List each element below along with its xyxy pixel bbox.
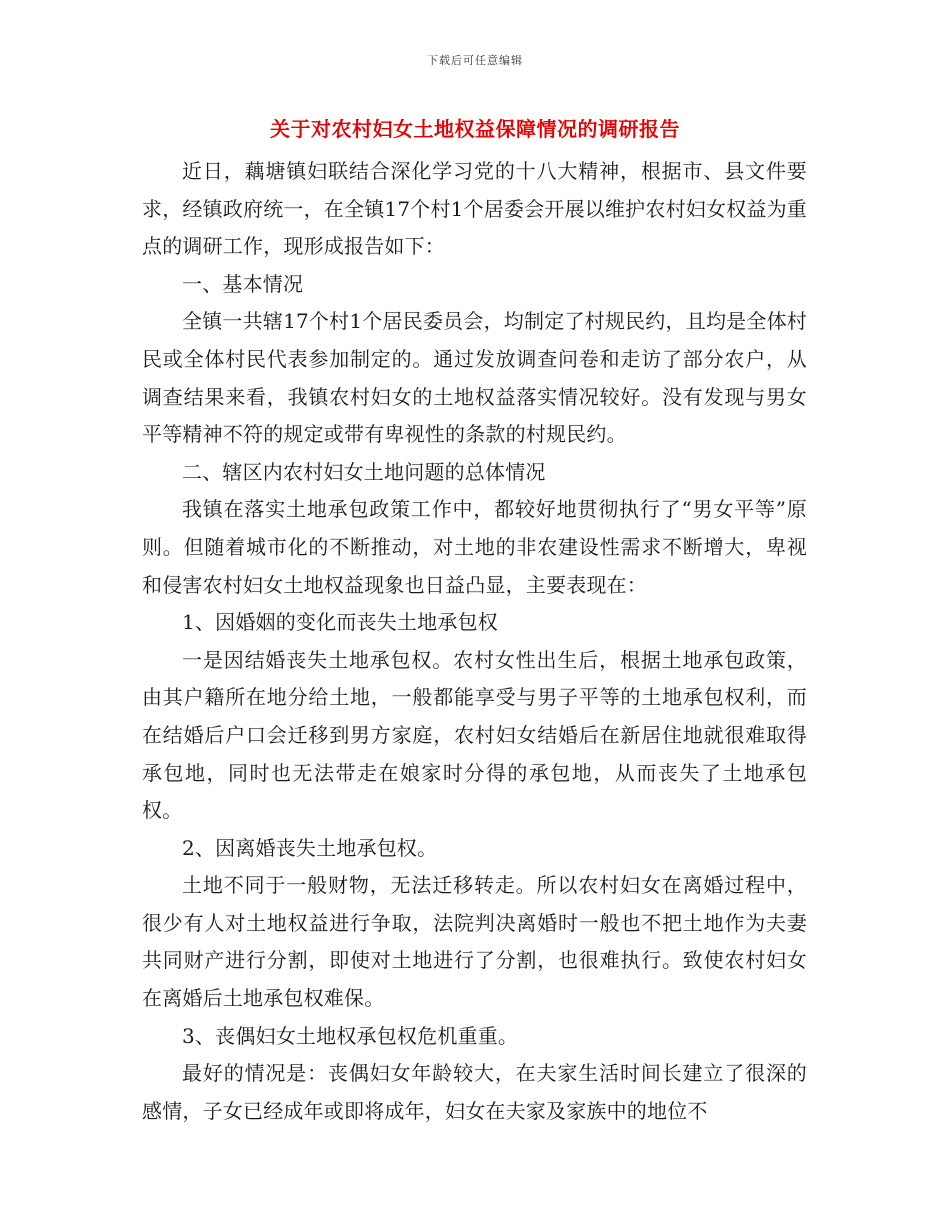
- paragraph-intro: 近日，藕塘镇妇联结合深化学习党的十八大精神，根据市、县文件要求，经镇政府统一，在全镇17个村1个居委会开展以维护农村妇女权益为重点的调研工作，现形成报告如下：: [142, 159, 807, 259]
- subheading-divorce: 2、因离婚丧失土地承包权。: [182, 835, 438, 860]
- paragraph-widowed: 最好的情况是：丧偶妇女年龄较大，在夫家生活时间长建立了很深的感情，子女已经成年或即将成年，妇女在夫家及家族中的地位不: [142, 1061, 807, 1123]
- subheading-marriage: 1、因婚姻的变化而丧失土地承包权: [182, 610, 498, 635]
- paragraph-marriage: 一是因结婚丧失土地承包权。农村女性出生后，根据土地承包政策，由其户籍所在地分给土地，一般都能享受与男子平等的土地承包权利，而在结婚后户口会迁移到男方家庭，农村妇女结婚后在新居住地就很难取得承包地，同时也无法带走在娘家时分得的承包地，从而丧失了土地承包权。: [142, 647, 807, 823]
- paragraph-overall: 我镇在落实土地承包政策工作中，都较好地贯彻执行了“男女平等”原则。但随着城市化的不断推动，对土地的非农建设性需求不断增大，卑视和侵害农村妇女土地权益现象也日益凸显，主要表现在：: [142, 497, 807, 597]
- header-note: 下载后可任意编辑: [427, 54, 523, 67]
- document-title: 关于对农村妇女土地权益保障情况的调研报告: [270, 117, 680, 141]
- section-heading-overall: 二、辖区内农村妇女土地问题的总体情况: [182, 459, 546, 484]
- document-body: [142, 153, 807, 1130]
- subheading-widowed: 3、丧偶妇女土地权承包权危机重重。: [182, 1023, 519, 1048]
- paragraph-basic: 全镇一共辖17个村1个居民委员会，均制定了村规民约，且均是全体村民或全体村民代表参加制定的。通过发放调查问卷和走访了部分农户，从调查结果来看，我镇农村妇女的土地权益落实情况较好。没有发现与男女平等精神不符的规定或带有卑视性的条款的村规民约。: [142, 309, 807, 447]
- paragraph-divorce: 土地不同于一般财物，无法迁移转走。所以农村妇女在离婚过程中，很少有人对土地权益进行争取，法院判决离婚时一般也不把土地作为夫妻共同财产进行分割，即使对土地进行了分割，也很难执行。致使农村妇女在离婚后土地承包权难保。: [142, 873, 807, 1011]
- section-heading-basic: 一、基本情况: [182, 271, 304, 296]
